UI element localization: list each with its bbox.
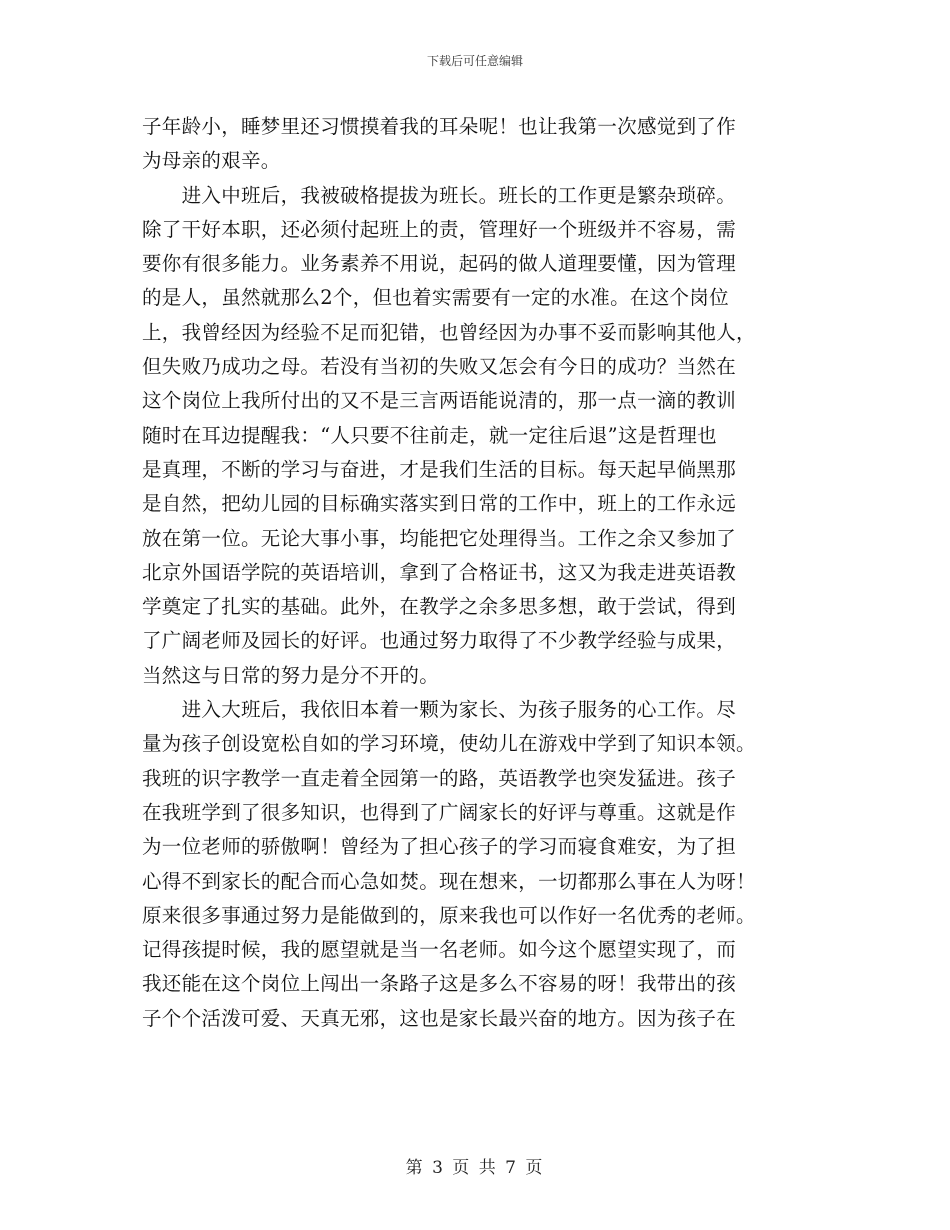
text-line: 子个个活泼可爱、天真无邪，这也是家长最兴奋的地方。因为孩子在 [142,1006,737,1030]
text-line: 为母亲的艰辛。 [142,149,281,173]
text-line: 要你有很多能力。业务素养不用说，起码的做人道理要懂，因为管理 [142,252,737,276]
text-line: 我班的识字教学一直走着全园第一的路，英语教学也突发猛进。孩子 [142,766,737,790]
text-line: 的是人，虽然就那么2个，但也着实需要有一定的水准。在这个岗位 [142,286,729,310]
text-line: 这个岗位上我所付出的又不是三言两语能说清的，那一点一滴的教训 [142,389,737,413]
text-line: 除了干好本职，还必须付起班上的责，管理好一个班级并不容易，需 [142,217,737,241]
text-line: 上，我曾经因为经验不足而犯错，也曾经因为办事不妥而影响其他人， [142,320,756,344]
text-line: 了广阔老师及园长的好评。也通过努力取得了不少教学经验与成果， [142,629,737,653]
body-text [142,110,812,1036]
text-line: 北京外国语学院的英语培训，拿到了合格证书，这又为我走进英语教 [142,560,737,584]
text-line: 学奠定了扎实的基础。此外，在教学之余多思多想，敢于尝试，得到 [142,595,737,619]
text-line: 当然这与日常的努力是分不开的。 [142,663,440,687]
text-line: 量为孩子创设宽松自如的学习环境，使幼儿在游戏中学到了知识本领。 [142,732,756,756]
text-line: 随时在耳边提醒我：“人只要不往前走，就一定往后退”这是哲理也 [142,423,717,447]
page-footer: 第 3 页 共 7 页 [405,1158,545,1178]
text-line: 进入中班后，我被破格提拔为班长。班长的工作更是繁杂琐碎。 [142,183,737,207]
text-line: 我还能在这个岗位上闯出一条路子这是多么不容易的呀！我带出的孩 [142,972,737,996]
text-line: 放在第一位。无论大事小事，均能把它处理得当。工作之余又参加了 [142,526,737,550]
text-line: 进入大班后，我依旧本着一颗为家长、为孩子服务的心工作。尽 [142,698,737,722]
page-header: 下载后可任意编辑 [426,54,523,68]
text-line: 子年龄小，睡梦里还习惯摸着我的耳朵呢！也让我第一次感觉到了作 [142,115,737,138]
text-line: 为一位老师的骄傲啊！曾经为了担心孩子的学习而寝食难安，为了担 [142,835,737,859]
text-line: 心得不到家长的配合而心急如焚。现在想来，一切都那么事在人为呀！ [142,869,756,893]
text-line: 但失败乃成功之母。若没有当初的失败又怎会有今日的成功？当然在 [142,355,737,379]
text-line: 在我班学到了很多知识，也得到了广阔家长的好评与尊重。这就是作 [142,800,737,824]
text-line: 是自然，把幼儿园的目标确实落实到日常的工作中，班上的工作永远 [142,492,737,516]
text-line: 原来很多事通过努力是能做到的，原来我也可以作好一名优秀的老师。 [142,903,756,927]
text-line: 是真理，不断的学习与奋进，才是我们生活的目标。每天起早倘黑那 [142,457,737,481]
text-line: 记得孩提时候，我的愿望就是当一名老师。如今这个愿望实现了，而 [142,938,737,962]
